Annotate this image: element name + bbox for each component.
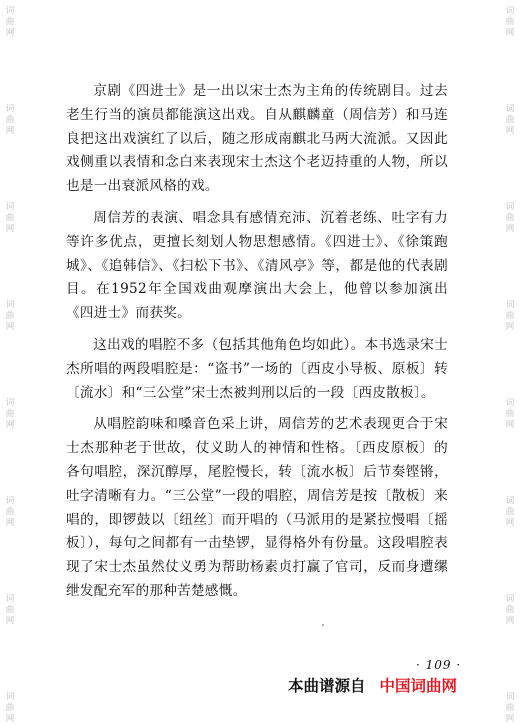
watermark-text: 词 曲 网 [505,692,515,724]
left-watermark-strip [3,0,17,724]
source-site-link[interactable]: 中国词曲网 [379,677,458,695]
page-number: · 109 · [416,658,462,672]
right-watermark-strip [503,0,517,724]
watermark-text: 词 曲 网 [5,594,15,626]
paragraph-1: 京剧《四进士》是一出以宋士杰为主角的传统剧目。过去老生行当的演员都能演这出戏。自从麒麟童（周信芳）和马连良把这出戏演红了以后，随之形成南麒北马两大流派。又因此戏侧重以表情和念白来表现宋士杰这个老迈持重的人物，所以也是一出衰派风格的戏。 [66,83,448,195]
watermark-text: 词 曲 网 [5,300,15,332]
watermark-text: 词 曲 网 [5,692,15,724]
watermark-text: 词 曲 网 [505,202,515,234]
watermark-text: 词 曲 网 [5,496,15,528]
paragraph-2: 周信芳的表演、唱念具有感情充沛、沉着老练、吐字有力等许多优点，更擅长刻划人物思想感情。《四进士》、《徐策跑城》、《追韩信》、《扫松下书》、《清风亭》等，都是他的代表剧目。在1952年全国戏曲观摩演出大会上，他曾以参加演出《四进士》而获奖。 [66,209,448,322]
source-credit [288,674,457,696]
watermark-text: 词 曲 网 [505,496,515,528]
watermark-text: 词 曲 网 [505,594,515,626]
watermark-text: 词 曲 网 [505,6,515,38]
watermark-text: 词 曲 网 [5,104,15,136]
watermark-text: 词 曲 网 [5,6,15,38]
watermark-text: 词 曲 网 [505,300,515,332]
watermark-text: 词 曲 网 [5,398,15,430]
scan-speck [322,624,324,626]
article-body [66,80,448,612]
watermark-text: 词 曲 网 [505,104,515,136]
paragraph-3: 这出戏的唱腔不多（包括其他角色均如此）。本书选录宋士杰所唱的两段唱腔是：“盗书”一场的〔西皮小导板、原板〕转〔流水〕和“三公堂”宋士杰被判刑以后的一段〔西皮散板〕。 [66,336,448,401]
watermark-text: 词 曲 网 [505,398,515,430]
paragraph-4: 从唱腔韵味和嗓音色采上讲，周信芳的艺术表现更合于宋士杰那种老于世故，仗义助人的神情和性格。〔西皮原板〕的各句唱腔，深沉醇厚，尾腔慢长，转〔流水板〕后节奏铿锵，吐字清晰有力。“三公堂”一段的唱腔，周信芳是按〔散板〕来唱的，即锣鼓以〔纽丝〕而开唱的（马派用的是紧拉慢唱〔摇板〕），每句之间都有一击垫锣，显得格外有份量。这段唱腔表现了宋士杰虽然仗义勇为帮助杨素贞打赢了官司，反而身遭缧绁发配充军的那种苦楚感慨。 [66,416,448,599]
source-prefix: 本曲谱源自 [288,677,366,695]
watermark-text: 词 曲 网 [5,202,15,234]
